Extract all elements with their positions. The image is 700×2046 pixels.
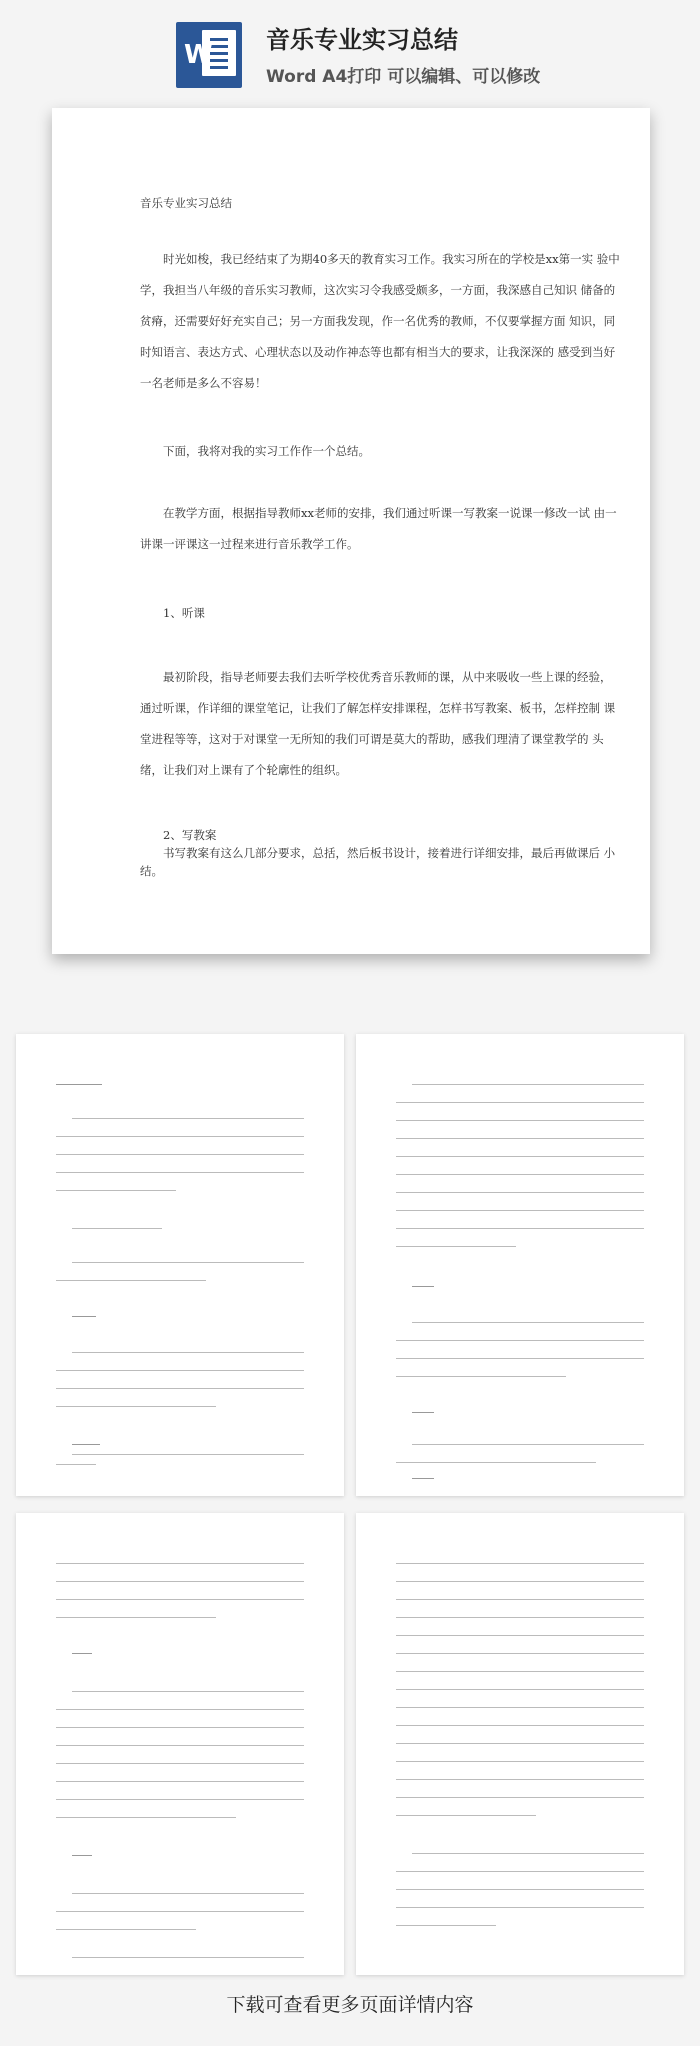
page-subtitle: Word A4打印 可以编辑、可以修改 [266,67,541,87]
download-more-hint[interactable]: 下载可查看更多页面详情内容 [226,1994,474,2016]
document-title: 音乐专业实习总结 [140,196,232,210]
word-icon [176,22,242,88]
page-title: 音乐专业实习总结 [266,26,458,54]
page-thumbnail-3 [16,1513,344,1975]
heading-listening: 1、听课 [163,606,205,620]
word-letter: W [184,40,213,70]
page-thumbnail-2 [356,1034,684,1496]
paragraph-lesson-plan: 书写教案有这么几部分要求，总括，然后板书设计，接着进行详细安排，最后再做课后 小结。 [140,846,616,878]
paragraph-intro: 时光如梭，我已经结束了为期40多天的教育实习工作。我实习所在的学校是xx第一实 验中学，我担当八年级的音乐实习教师，这次实习令我感受颇多，一方面，我深感自己知识 储备的贫瘠，还需要好好充实自己；另一方面我发现，作一名优秀的教师，不仅要掌握方面 知识，同时知语言、表达方式、心理状态以及动作神态等也都有相当大的要求，让我深深的 感受到当好一名老师是多么不容易！ [140,252,620,390]
paragraph-listening: 最初阶段，指导老师要去我们去听学校优秀音乐教师的课，从中来吸收一些上课的经验， 通过听课，作详细的课堂笔记，让我们了解怎样安排课程，怎样书写教案、板书，怎样控制 课堂进程等等，这对于对课堂一无所知的我们可谓是莫大的帮助，感我们理清了课堂教学的 头绪，让我们对上课有了个轮廓性的组织。 [140,670,616,777]
paragraph-summary: 下面，我将对我的实习工作作一个总结。 [163,444,370,458]
page-thumbnail-1 [16,1034,344,1496]
heading-lesson-plan: 2、写教案 [163,828,217,842]
header [0,0,700,92]
document-page-preview [52,108,650,954]
paragraph-teaching: 在教学方面，根据指导教师xx老师的安排，我们通过听课一写教案一说课一修改一试 由一讲课一评课这一过程来进行音乐教学工作。 [140,506,617,551]
page-thumbnail-4 [356,1513,684,1975]
